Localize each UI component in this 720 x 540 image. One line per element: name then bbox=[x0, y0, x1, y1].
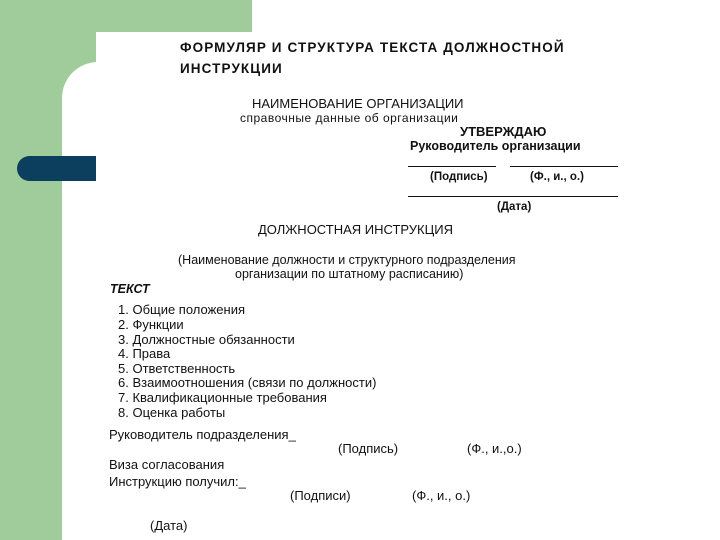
section-item: 4. Права bbox=[118, 346, 171, 361]
document-title-line-2: ИНСТРУКЦИИ bbox=[180, 61, 283, 76]
received-name-label: (Ф., и., о.) bbox=[412, 488, 471, 503]
signature-line bbox=[408, 166, 496, 167]
approval-signature-label: (Подпись) bbox=[430, 171, 488, 183]
decorative-navy-bar bbox=[17, 156, 97, 181]
organization-name: НАИМЕНОВАНИЕ ОРГАНИЗАЦИИ bbox=[252, 96, 464, 111]
visa-label: Виза согласования bbox=[109, 457, 225, 472]
received-signatures-label: (Подписи) bbox=[290, 488, 351, 503]
position-note-line-1: (Наименование должности и структурного подразделения bbox=[178, 253, 516, 267]
date-line bbox=[408, 196, 618, 197]
section-item: 1. Общие положения bbox=[118, 302, 246, 317]
instruction-title: ДОЛЖНОСТНАЯ ИНСТРУКЦИЯ bbox=[258, 222, 453, 237]
department-name-label: (Ф., и.,о.) bbox=[467, 441, 522, 456]
position-note-line-2: организации по штатному расписанию) bbox=[235, 267, 464, 281]
approver-title: Руководитель организации bbox=[410, 139, 581, 153]
received-label: Инструкцию получил:_ bbox=[109, 474, 246, 489]
approval-name-label: (Ф., и., о.) bbox=[530, 171, 584, 183]
section-item: 5. Ответственность bbox=[118, 361, 236, 376]
section-item: 6. Взаимоотношения (связи по должности) bbox=[118, 375, 377, 390]
section-item: 3. Должностные обязанности bbox=[118, 332, 295, 347]
name-line bbox=[510, 166, 618, 167]
organization-details: справочные данные об организации bbox=[240, 111, 459, 125]
department-head-label: Руководитель подразделения_ bbox=[109, 427, 296, 442]
document-title-line-1: ФОРМУЛЯР И СТРУКТУРА ТЕКСТА ДОЛЖНОСТНОЙ bbox=[180, 40, 565, 55]
text-heading: ТЕКСТ bbox=[110, 282, 150, 296]
department-signature-label: (Подпись) bbox=[338, 441, 399, 456]
section-item: 2. Функции bbox=[118, 317, 184, 332]
section-item: 8. Оценка работы bbox=[118, 405, 226, 420]
approval-stamp: УТВЕРЖДАЮ bbox=[460, 124, 547, 139]
footer-date-label: (Дата) bbox=[150, 518, 188, 533]
section-item: 7. Квалификационные требования bbox=[118, 390, 327, 405]
approval-date-label: (Дата) bbox=[497, 201, 532, 213]
